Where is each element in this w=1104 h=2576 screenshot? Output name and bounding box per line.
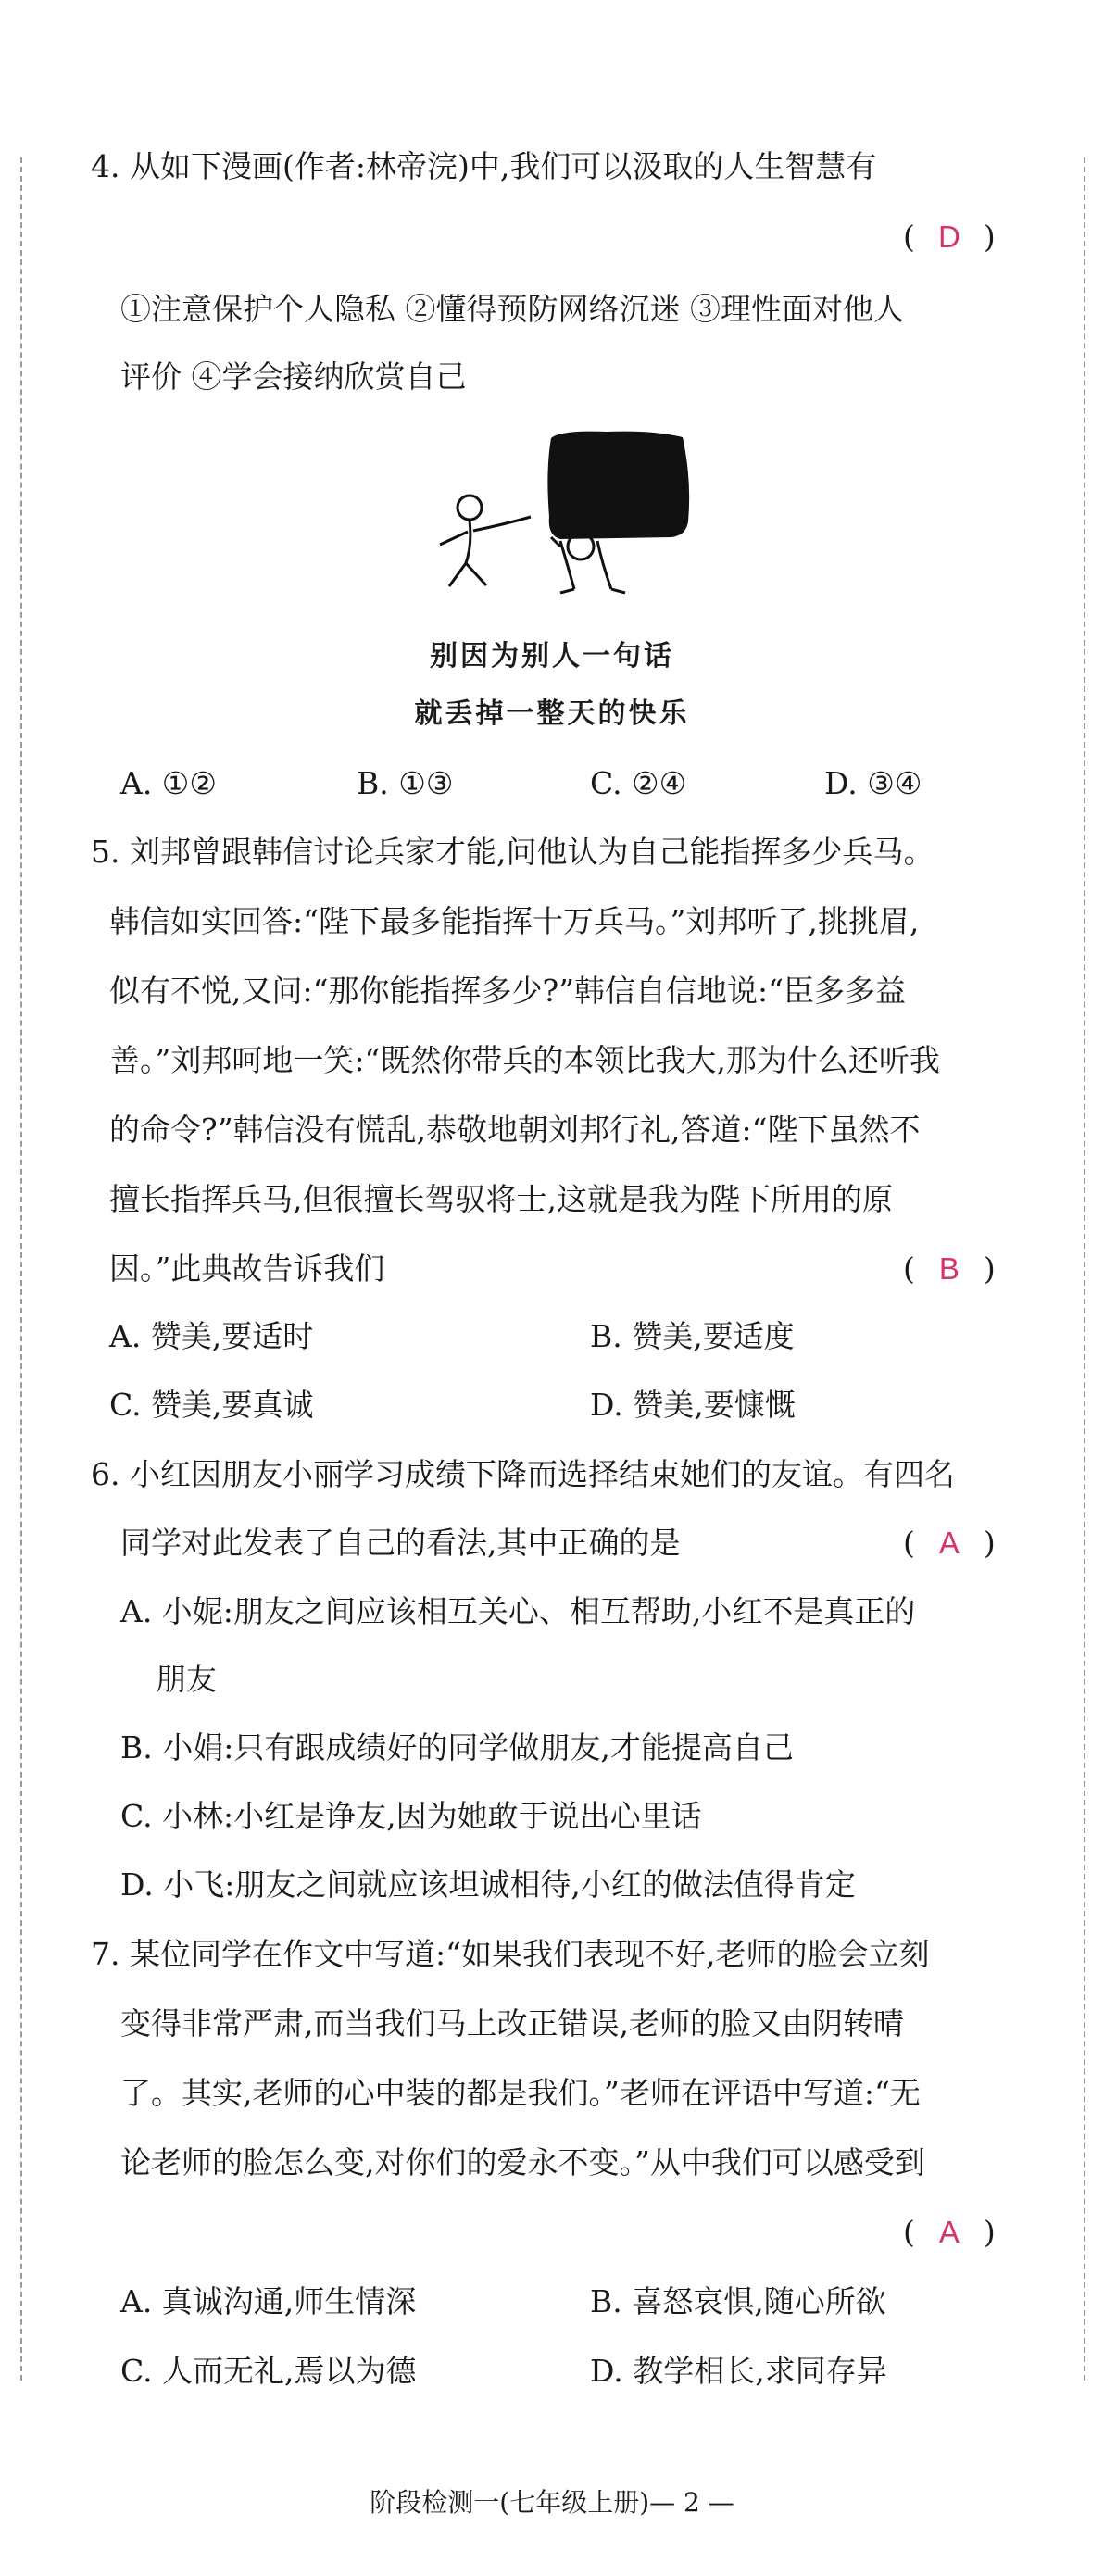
q5-line-4: 善。”刘邦呵地一笑:“既然你带兵的本领比我大,那为什么还听我 bbox=[109, 1042, 940, 1078]
carrier-body bbox=[551, 537, 625, 593]
q4-option-b: B. ①③ bbox=[357, 765, 454, 801]
q6-answer: ( A ) bbox=[903, 1525, 996, 1561]
q4-points-line2: 评价 ④学会接纳欣赏自己 bbox=[120, 358, 467, 395]
q4-answer-value: D bbox=[937, 220, 960, 254]
cartoon-caption-line1: 别因为别人一句话 bbox=[430, 640, 674, 672]
q5-line-6: 擅长指挥兵马,但很擅长驾驭将士,这就是我为陛下所用的原 bbox=[109, 1181, 893, 1217]
q4-option-d: D. ③④ bbox=[824, 765, 922, 801]
q7-line-4: 论老师的脸怎么变,对你们的爱永不变。”从中我们可以感受到 bbox=[120, 2144, 925, 2180]
q6-line-2: 同学对此发表了自己的看法,其中正确的是 bbox=[120, 1525, 681, 1561]
q7-option-c: C. 人而无礼,焉以为德 bbox=[120, 2353, 417, 2389]
q6-option-a-cont: 朋友 bbox=[156, 1661, 217, 1697]
q7-answer-value: A bbox=[938, 2215, 960, 2249]
black-speech-block bbox=[547, 432, 689, 539]
q6-answer-value: A bbox=[938, 1526, 960, 1560]
q4-points-line1: ①注意保护个人隐私 ②懂得预防网络沉迷 ③理性面对他人 bbox=[120, 291, 904, 327]
q5-line-2: 韩信如实回答:“陛下最多能指挥十万兵马。”刘邦听了,挑挑眉, bbox=[109, 903, 920, 939]
q7-line-1: 7. 某位同学在作文中写道:“如果我们表现不好,老师的脸会立刻 bbox=[91, 1936, 930, 1972]
left-dashed-border bbox=[20, 157, 22, 2381]
cartoon-caption-line2: 就丢掉一整天的快乐 bbox=[414, 697, 690, 730]
q5-option-b: B. 赞美,要适度 bbox=[590, 1318, 795, 1354]
q5-line-1: 5. 刘邦曾跟韩信讨论兵家才能,问他认为自己能指挥多少兵马。 bbox=[91, 834, 935, 870]
q5-line-5: 的命令?”韩信没有慌乱,恭敬地朝刘邦行礼,答道:“陛下虽然不 bbox=[109, 1112, 921, 1148]
q7-option-d: D. 教学相长,求同存异 bbox=[590, 2353, 887, 2389]
q6-option-c: C. 小林:小红是诤友,因为她敢于说出心里话 bbox=[120, 1798, 702, 1834]
q4-stem: 4. 从如下漫画(作者:林帝浣)中,我们可以汲取的人生智慧有 bbox=[91, 148, 877, 184]
q4-answer: ( D ) bbox=[903, 219, 996, 255]
pointer-body bbox=[440, 517, 531, 586]
cartoon-image bbox=[421, 424, 699, 600]
q7-line-2: 变得非常严肃,而当我们马上改正错误,老师的脸又由阴转晴 bbox=[120, 2005, 904, 2042]
q5-option-c: C. 赞美,要真诚 bbox=[109, 1387, 314, 1423]
q6-option-a: A. 小妮:朋友之间应该相互关心、相互帮助,小红不是真正的 bbox=[120, 1593, 916, 1629]
q7-line-3: 了。其实,老师的心中装的都是我们。”老师在评语中写道:“无 bbox=[120, 2075, 921, 2111]
q6-line-1: 6. 小红因朋友小丽学习成绩下降而选择结束她们的友谊。有四名 bbox=[91, 1456, 955, 1492]
q4-option-a: A. ①② bbox=[120, 765, 217, 801]
q6-option-d: D. 小飞:朋友之间就应该坦诚相待,小红的做法值得肯定 bbox=[120, 1866, 856, 1903]
q7-answer: ( A ) bbox=[903, 2214, 996, 2250]
q5-answer: ( B ) bbox=[903, 1250, 996, 1287]
q7-option-a: A. 真诚沟通,师生情深 bbox=[120, 2283, 417, 2319]
pointer-head bbox=[458, 496, 482, 520]
page-footer: 阶段检测一(七年级上册)— 2 — bbox=[370, 2487, 734, 2518]
q5-answer-value: B bbox=[938, 1251, 960, 1286]
q5-line-3: 似有不悦,又问:“那你能指挥多少?”韩信自信地说:“臣多多益 bbox=[109, 973, 907, 1009]
q5-option-d: D. 赞美,要慷慨 bbox=[590, 1387, 796, 1423]
q7-option-b: B. 喜怒哀惧,随心所欲 bbox=[590, 2283, 886, 2319]
right-dashed-border bbox=[1084, 157, 1085, 2381]
q4-option-c: C. ②④ bbox=[590, 765, 687, 801]
q5-option-a: A. 赞美,要适时 bbox=[109, 1318, 314, 1354]
q6-option-b: B. 小娟:只有跟成绩好的同学做朋友,才能提高自己 bbox=[120, 1729, 794, 1766]
q5-line-7: 因。”此典故告诉我们 bbox=[109, 1250, 385, 1287]
